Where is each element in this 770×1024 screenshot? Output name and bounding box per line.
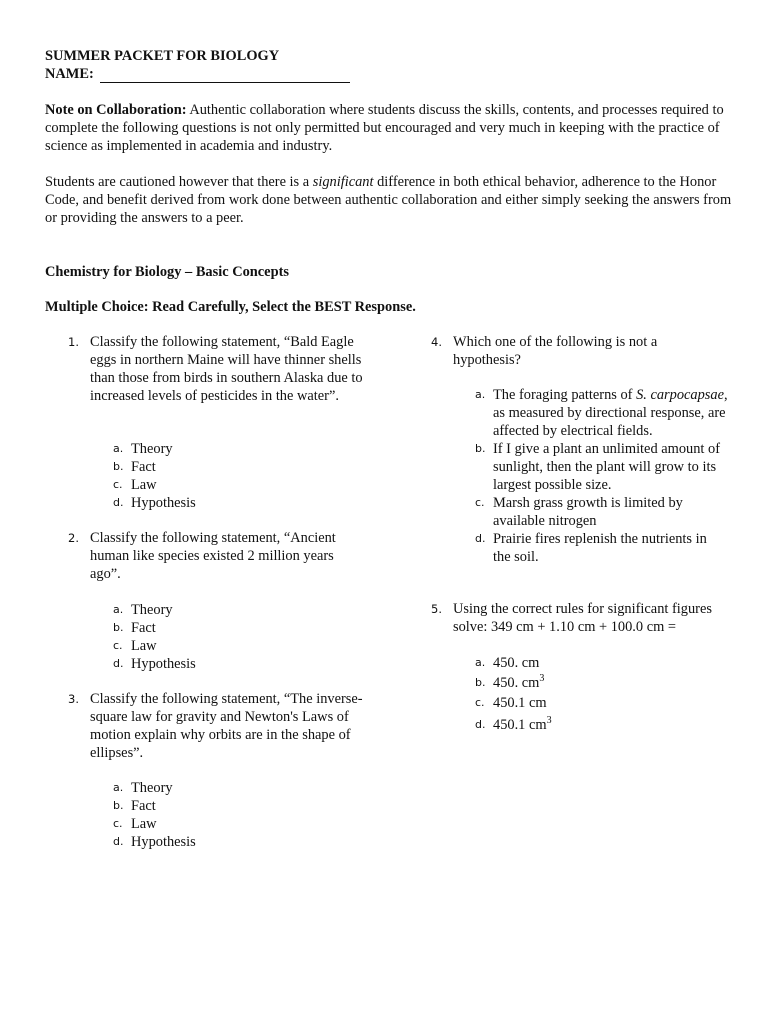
document-header — [45, 47, 725, 83]
option[interactable] — [475, 715, 552, 734]
name-label: NAME: — [45, 66, 94, 82]
option[interactable] — [475, 673, 552, 692]
option-letter: c. — [113, 639, 123, 652]
question-text: Classify the following statement, “Ancient human like species existed 2 million years ago”. — [90, 530, 336, 582]
collaboration-note — [45, 101, 735, 155]
question-number: 4. — [431, 335, 442, 349]
option-species-name: S. carpocapsae — [636, 387, 724, 403]
option[interactable] — [475, 694, 552, 712]
question-4-options — [475, 386, 733, 566]
option-text: 450. cm — [493, 675, 540, 691]
caution-text-end: difference in both ethical behavior, adherence to the Honor Code, and benefit derived from work done between authentic collaboration and either simply seeking the answers from or providing the answers to a peer. — [45, 174, 732, 226]
option-text: Law — [131, 477, 157, 493]
question-3 — [68, 690, 370, 762]
option-text: 450. cm — [493, 655, 540, 671]
option-text: Theory — [131, 441, 173, 457]
option-letter: d. — [113, 496, 124, 509]
caution-emphasis: significant — [312, 174, 374, 190]
document-title: SUMMER PACKET FOR BIOLOGY — [45, 48, 280, 64]
option-text: Fact — [131, 620, 156, 636]
option-letter: d. — [113, 835, 124, 848]
option-letter: c. — [475, 496, 485, 509]
option[interactable] — [113, 797, 196, 815]
option[interactable] — [475, 654, 552, 672]
option-letter: a. — [113, 442, 124, 455]
question-text: Classify the following statement, “The inverse-square law for gravity and Newton's Laws of motion explain why orbits are in the shape of ellipses”. — [90, 691, 363, 761]
section-title: Chemistry for Biology – Basic Concepts — [45, 264, 289, 280]
option-text: Hypothesis — [131, 656, 196, 672]
question-1 — [68, 333, 365, 405]
option-letter: b. — [475, 676, 486, 689]
option[interactable] — [475, 386, 733, 440]
option[interactable] — [113, 833, 196, 851]
option[interactable] — [113, 476, 196, 494]
option-text: Fact — [131, 459, 156, 475]
question-text: Using the correct rules for significant figures solve: 349 cm + 1.10 cm + 100.0 cm = — [453, 601, 712, 635]
caution-paragraph — [45, 173, 735, 227]
option-letter: c. — [113, 478, 123, 491]
option-text: If I give a plant an unlimited amount of sunlight, then the plant will grow to its largest possible size. — [493, 441, 720, 493]
option-superscript: 3 — [546, 715, 552, 726]
option-text: Marsh grass growth is limited by available nitrogen — [493, 495, 683, 529]
option-letter: a. — [475, 656, 486, 669]
collaboration-note-text: Authentic collaboration where students discuss the skills, contents, and processes required to complete the following questions is not only permitted but encouraged and very much in keeping with the practice of science as implemented in academia and industry. — [45, 102, 724, 154]
option-text: 450.1 cm — [493, 717, 547, 733]
option-superscript: 3 — [539, 673, 545, 684]
option-text: Prairie fires replenish the nutrients in the soil. — [493, 531, 707, 565]
option-letter: a. — [113, 781, 124, 794]
option[interactable] — [475, 440, 733, 494]
caution-text-start: Students are cautioned however that there is a — [45, 174, 313, 190]
option-letter: d. — [113, 657, 124, 670]
option-text: Law — [131, 638, 157, 654]
option-letter: b. — [475, 442, 486, 455]
option-letter: c. — [475, 696, 485, 709]
option-letter: a. — [475, 388, 486, 401]
question-5-options — [475, 654, 552, 734]
option[interactable] — [113, 619, 196, 637]
question-text: Classify the following statement, “Bald Eagle eggs in northern Maine will have thinner shells than those from birds in southern Alaska due to increased levels of pesticides in the water”. — [90, 334, 363, 404]
question-1-options — [113, 440, 196, 512]
option-text: Theory — [131, 780, 173, 796]
question-number: 1. — [68, 335, 79, 349]
option[interactable] — [113, 815, 196, 833]
option[interactable] — [113, 494, 196, 512]
option[interactable] — [113, 655, 196, 673]
option-letter: b. — [113, 460, 124, 473]
option-letter: d. — [475, 532, 486, 545]
option[interactable] — [113, 440, 196, 458]
question-2-options — [113, 601, 196, 673]
option-text-end: , as measured by directional response, are affected by electrical fields. — [493, 387, 728, 439]
option-letter: c. — [113, 817, 123, 830]
question-text: Which one of the following is not a hypothesis? — [453, 334, 658, 368]
option[interactable] — [113, 637, 196, 655]
question-number: 2. — [68, 531, 79, 545]
option-text: The foraging patterns of — [493, 387, 637, 403]
option-text: Law — [131, 816, 157, 832]
option-letter: b. — [113, 621, 124, 634]
option-letter: b. — [113, 799, 124, 812]
collaboration-note-label: Note on Collaboration: — [45, 102, 187, 118]
question-number: 5. — [431, 602, 442, 616]
question-4 — [431, 333, 693, 369]
question-number: 3. — [68, 692, 79, 706]
option-text: Hypothesis — [131, 495, 196, 511]
option-text: 450.1 cm — [493, 695, 547, 711]
option[interactable] — [475, 530, 723, 566]
option-text: Theory — [131, 602, 173, 618]
name-row — [45, 65, 725, 83]
name-blank-line — [100, 67, 350, 83]
option[interactable] — [475, 494, 703, 530]
option-text: Fact — [131, 798, 156, 814]
option-letter: a. — [113, 603, 124, 616]
option[interactable] — [113, 458, 196, 476]
option-letter: d. — [475, 718, 486, 731]
question-5 — [431, 600, 733, 636]
option[interactable] — [113, 601, 196, 619]
question-2 — [68, 529, 365, 583]
section-instructions: Multiple Choice: Read Carefully, Select the BEST Response. — [45, 299, 416, 315]
question-3-options — [113, 779, 196, 851]
option[interactable] — [113, 779, 196, 797]
option-text: Hypothesis — [131, 834, 196, 850]
